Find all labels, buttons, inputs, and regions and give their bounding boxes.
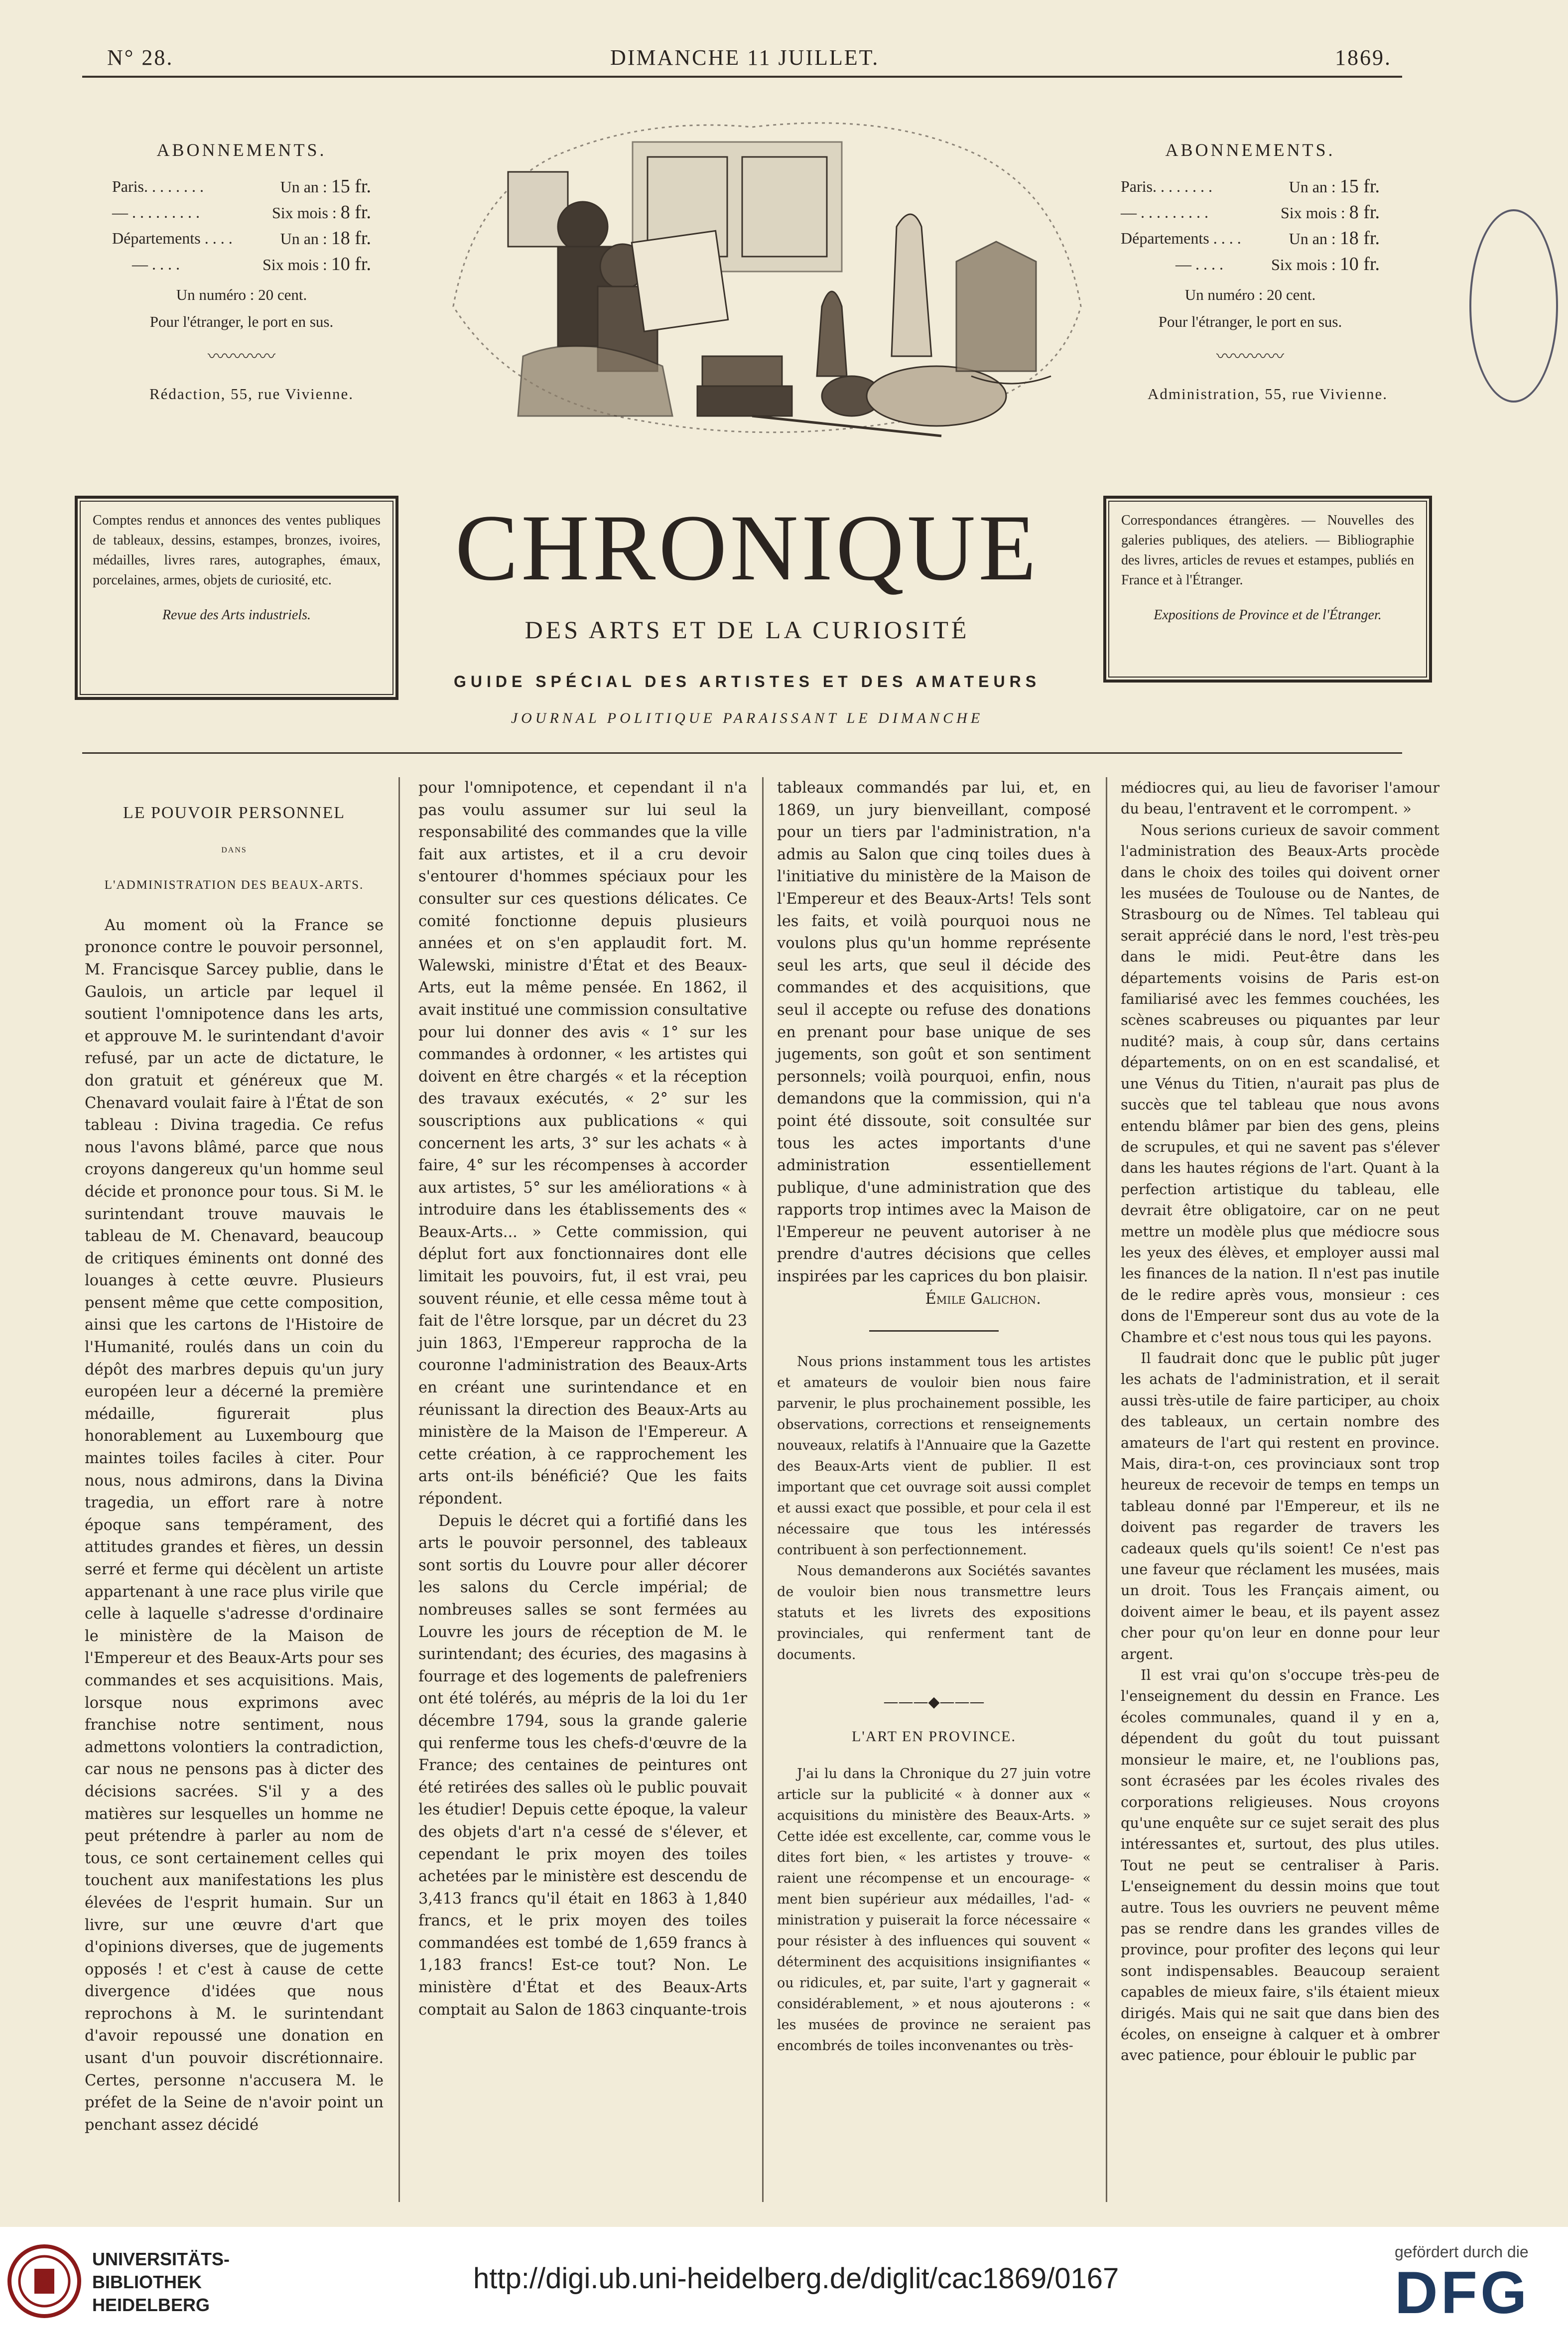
left-content-box: [75, 496, 398, 700]
left-subscriptions: [112, 139, 391, 403]
university-seal-icon: [7, 2244, 82, 2319]
separator-rule: [869, 1330, 999, 1332]
article-paragraph: pour l'omnipotence, et cependant il n'a pas voulu assumer sur lui seul la responsabilité des commandes que la ville fait aux artistes, et il a cru devoir s'entourer d'hommes spéciaux pour les consulter sur ces questions délicates. Ce comité fonctionne depuis plusieurs années et on s'en applaudit fort. M. Walewski, ministre d'État et des Beaux-Arts, eut la même pensée. En 1862, il avait institué une commission consultative pour lui donner des avis « 1° sur les commandes à ordonner, « les artistes qui doivent en être chargés « et la réception des travaux exécutés, « 2° sur les souscriptions aux publications « qui concernent les arts, 3° sur les achats « à faire, 4° sur les récompenses à accorder aux artistes, 5° sur les améliorations « à introduire dans les établissements des « Beaux-Arts... » Cette commission, qui déplut fort aux fonctionnaires dont elle limitait les pouvoirs, fut, il est vrai, peu souvent réunie, et elle cessa même tout à fait de l'être lorsque, par un décret du 23 juin 1863, l'Empereur rapprocha de la couronne l'administration des Beaux-Arts en créant une surintendance et en réunissant la direction des Beaux-Arts au ministère de la Maison de l'Empereur. A cette création, à ce rapprochement les arts ont-ils bénéficié? Que les faits répondent.: [418, 779, 747, 1508]
masthead-tagline: GUIDE SPÉCIAL DES ARTISTES ET DES AMATEURS: [453, 673, 1041, 690]
left-subscriptions-title: ABONNEMENTS.: [156, 140, 327, 160]
masthead-journal: JOURNAL POLITIQUE PARAISSANT LE DIMANCHE: [511, 710, 984, 726]
left-sub-row: Paris. . . . . . . . Un an : 15 fr.: [112, 176, 371, 197]
article-title-dans: DANS: [221, 845, 247, 854]
right-box-foot: Expositions de Province et de l'Étranger.: [1154, 607, 1382, 623]
right-sub-row: Départements . . . . Un an : 18 fr.: [1121, 228, 1380, 249]
left-ornament: 〰〰〰〰: [208, 348, 275, 366]
ornament-separator: ———◆———: [883, 1693, 985, 1711]
right-ornament: 〰〰〰〰: [1216, 348, 1284, 366]
left-office: Rédaction, 55, rue Vivienne.: [149, 385, 354, 403]
right-office: Administration, 55, rue Vivienne.: [1147, 385, 1388, 403]
article-paragraph: tableaux commandés par lui, et, en 1869, un jury bienveillant, composé pour un tiers par l'administration, n'a admis au Salon que cinq toiles dues à l'initiative du ministère de la Maison de l'Empereur et des Beaux-Arts! Tels sont les faits, et voilà pourquoi nous ne voulons plus qu'un homme représente seul les arts, que seul il décide des commandes et des acquisitions, que seul il accepte ou refuse des donations en prenant pour base unique de ses jugements, son goût et son sentiment personnels; voilà pourquoi, enfin, nous demandons que la commission, qui n'a point été dissoute, soit consultée sur tous les actes importants d'une administration essentiellement publique, d'une administration que des rapports trop intimes avec la Maison de l'Empereur ne peuvent autoriser à ne prendre d'autres décisions que celles inspirées par les caprices du bon plaisir.: [777, 779, 1091, 1286]
funder-logo: DFG: [1395, 2259, 1530, 2326]
right-sub-row: — . . . . Six mois : 10 fr.: [1176, 254, 1380, 275]
column-4: [1121, 777, 1439, 2066]
left-foreign-note: Pour l'étranger, le port en sus.: [149, 313, 334, 330]
column-rule: [1106, 777, 1107, 2202]
notice-paragraph: Nous demanderons aux Sociétés savantes de vouloir bien nous transmettre leurs statuts et les livrets des expositions provinciales, qui renferment tant de documents.: [777, 1563, 1091, 1663]
article-subtitle: L'ADMINISTRATION DES BEAUX-ARTS.: [104, 878, 364, 892]
right-content-box: [1103, 496, 1432, 683]
article-title: L'ART EN PROVINCE.: [852, 1728, 1016, 1745]
left-sub-row: — . . . . Six mois : 10 fr.: [132, 254, 371, 275]
right-sub-row: Paris. . . . . . . . Un an : 15 fr.: [1121, 176, 1380, 197]
right-box-text: Correspondances étrangères. — Nouvelles des galeries publiques, des ateliers. — Bibliographie des livres, articles de revues et estampes, publiés en France et à l'Étranger.: [1121, 513, 1414, 588]
column-3: [777, 777, 1091, 2057]
left-sub-row: — . . . . . . . . . Six mois : 8 fr.: [112, 202, 371, 223]
column-rule: [762, 777, 764, 2202]
right-subscriptions: [1121, 139, 1415, 403]
digitization-footer: [0, 2227, 1568, 2343]
funder-caption: gefördert durch die: [1395, 2243, 1529, 2261]
left-single-price: Un numéro : 20 cent.: [176, 286, 307, 303]
masthead-subtitle: DES ARTS ET DE LA CURIOSITÉ: [524, 616, 970, 644]
masthead-title: CHRONIQUE: [455, 496, 1040, 600]
article-signature: Émile Galichon.: [925, 1290, 1041, 1308]
left-sub-row: Départements . . . . Un an : 18 fr.: [112, 228, 371, 249]
article-title: LE POUVOIR PERSONNEL: [123, 804, 346, 822]
issue-number: N° 28.: [107, 45, 174, 70]
top-rule: [82, 76, 1402, 78]
right-sub-row: — . . . . . . . . . Six mois : 8 fr.: [1121, 202, 1380, 223]
article-paragraph: J'ai lu dans la Chronique du 27 juin votre article sur la publicité « à donner aux « acquisitions du ministère des Beaux-Arts. » Cette idée est excellente, car, comme vous le dites fort bien, « les artistes y trouve- « raient une récompense et un encourage- « ment bien supérieur aux médailles, l'ad- « ministration y puiserait la force nécessaire « pour résister à des influences qui souvent « déterminent des acquisitions insignifiantes « ou ridicules, et, par suite, l'art y gagnerait « considérablement, » et nous ajouterons : « les musées de province ne seraient pas encombrés de toiles inconvenantes ou très-: [777, 1766, 1091, 2054]
issue-date: DIMANCHE 11 JUILLET.: [610, 45, 880, 70]
article-paragraph: Il est vrai qu'on s'occupe très-peu de l'enseignement du dessin en France. Les écoles communales, quand il y en a, dépendent du goût du tout puissant monsieur le maire, et, ne l'oublions pas, sont écrasées par les écoles rivales des corporations religieuses. Nous croyons qu'une enquête sur ce sujet serait des plus intéressantes et, surtout, des plus utiles. Tout ne peut se centraliser à Paris. L'enseignement du dessin moins que tout autre. Tous les ouvriers ne peuvent même pas se rendre dans les grandes villes de province, pour profiter des leçons qui leur sont indispensables. Beaucoup seraient capables de mieux faire, s'ils étaient mieux dirigés. Mais qui ne sait que dans bien des écoles, on enseigne à calquer et à ombrer avec patience, pour éblouir le public par: [1121, 1666, 1439, 2064]
left-box-text: Comptes rendus et annonces des ventes publiques de tableaux, dessins, estampes, bronzes, ivoires, médailles, livres rares, autographes, émaux, porcelaines, armes, objets de curiosité, etc.: [93, 513, 381, 588]
right-foreign-note: Pour l'étranger, le port en sus.: [1158, 313, 1342, 330]
article-paragraph: Nous serions curieux de savoir comment l'administration des Beaux-Arts procède dans le choix des toiles qui doivent orner les musées de Toulouse ou de Nantes, de Strasbourg ou de Nîmes. Tel tableau qui serait apprécié dans le nord, l'est très-peu dans le midi. Peut-être dans les départements voisins de Paris est-on familiarisé avec les femmes couchées, les scènes scabreuses ou piquantes par leur nudité? mais, à coup sûr, dans certains départements, on on en est scandalisé, et une Vénus du Titien, n'aurait pas plus de succès que tel tableau que nous avons entendu blâmer par bien des gens, pleins de scrupules, et qui ne savent pas s'élever dans les hautes régions de l'art. Quant à la perfection artistique du tableau, elle devrait être obligatoire, car on ne peut mettre un modèle plus que médiocre sous les yeux des élèves, et employer aussi mal les finances de la nation. Il n'est pas inutile de le redire après vous, monsieur : ces dons de l'Empereur sont dus au vote de la Chambre et c'est nous tous qui les payons.: [1121, 821, 1439, 1346]
article-paragraph: Depuis le décret qui a fortifié dans les arts le pouvoir personnel, des tableaux sont sortis du Louvre pour aller décorer les salons du Cercle impérial; de nombreuses salles se sont fermées au Louvre les jours de réception de M. le surintendant; des écuries, des magasins à fourrage et des logements de palefreniers ont été tolérés, au mépris de la loi du 1er décembre 1794, sous la grande galerie qui renferme tous les chefs-d'œuvre de la France; des centaines de peintures ont été retirées des salles où le public pouvait les étudier! Depuis cette époque, la valeur des objets d'art n'a cessé de s'élever, et cependant le prix moyen des toiles achetées par le ministère est descendu de 3,413 francs qu'il était en 1863 à 1,840 francs, et le prix moyen des toiles commandées est tombé de 1,659 francs à 1,183 francs! Est-ce tout? Non. Le ministère d'État et des Beaux-Arts comptait au Salon de 1863 cinquante-trois: [418, 1512, 747, 2019]
masthead-rule: [82, 752, 1402, 754]
left-box-foot: Revue des Arts industriels.: [162, 607, 311, 623]
column-rule: [398, 777, 400, 2202]
article-paragraph: médiocres qui, au lieu de favoriser l'amour du beau, l'entravent et le corrompent. »: [1121, 779, 1439, 818]
column-1: [85, 777, 384, 2136]
library-name: UNIVERSITÄTS- BIBLIOTHEK HEIDELBERG: [92, 2249, 230, 2315]
source-url-link[interactable]: http://digi.ub.uni-heidelberg.de/diglit/cac1869/0167: [473, 2262, 1119, 2295]
notice-paragraph: Nous prions instamment tous les artistes et amateurs de vouloir bien nous faire parvenir, le plus prochainement possible, les observations, corrections et renseignements nouveaux, relatifs à l'Annuaire que la Gazette des Beaux-Arts vient de publier. Il est important que cet ouvrage soit aussi complet et aussi exact que possible, et pour cela il est nécessaire que tous les intéressés contribuent à son perfectionnement.: [777, 1354, 1091, 1558]
masthead-engraving: [433, 97, 1121, 476]
column-2: [418, 777, 747, 2021]
article-paragraph: Au moment où la France se prononce contre le pouvoir personnel, M. Francisque Sarcey publie, dans le Gaulois, un article par lequel il soutient l'omnipotence dans les arts, et approuve M. le surintendant d'avoir refusé, par un acte de dictature, le don gratuit et généreux que M. Chenavard voulait faire à l'État de son tableau : Divina tragedia. Ce refus nous l'avons blâmé, parce que nous croyons dangereux qu'un homme seul décide et prononce pour tous. Si M. le surintendant trouve mauvais le tableau de M. Chenavard, beaucoup de critiques éminents ont donné des louanges à cette œuvre. Plusieurs pensent même que cette composition, ainsi que les cartons de l'Histoire de l'Humanité, roulés dans un coin du dépôt des marbres depuis qu'un jury européen leur a décerné la première médaille, figurerait plus honorablement au Luxembourg que maintes toiles faciles à citer. Pour nous, nous admirons, dans la Divina tragedia, un effort rare à notre époque sans tempérament, des attitudes grandes et fières, un dessin serré et ferme qui décèlent un artiste appartenant à une race plus virile que celle à laquelle s'adresse d'ordinaire le ministère de la Maison de l'Empereur et des Beaux-Arts pour ses commandes et ses acquisitions. Mais, lorsque nous exprimons avec franchise notre sentiment, nous admettons volontiers la contradiction, car nous ne pensons pas à dicter des décisions sacrées. S'il y a des matières sur lesquelles un homme ne peut prétendre à parler au nom de tous, ce sont certainement celles qui touchent aux manifestations les plus élevées de l'esprit humain. Sur un livre, sur une œuvre d'art que d'opinions diverses, que de jugements opposés ! et c'est à cause de cette divergence d'idées que nous reprochons à M. le surintendant d'avoir repoussé une donation en usant d'un pouvoir discrétionnaire. Certes, personne n'accusera M. le préfet de la Seine de n'avoir point un penchant assez décidé: [85, 916, 384, 2134]
right-subscriptions-title: ABONNEMENTS.: [1165, 140, 1335, 160]
article-paragraph: Il faudrait donc que le public pût juger les achats de l'administration, et il serait aussi très-utile de faire participer, au choix des tableaux, un certain nombre des amateurs de l'art qui restent en province. Mais, dira-t-on, ces provinciaux sont trop heureux de recevoir de temps en temps un tableau donné par l'Empereur, et ils ne doivent pas regarder de travers les cadeaux quels qu'ils soient! Ce n'est pas une faveur que réclament les musées, mais un droit. Tous les Français aiment, ou doivent aimer le beau, et ils payent assez cher pour qu'on leur en donne pour leur argent.: [1121, 1349, 1439, 1662]
issue-year: 1869.: [1335, 45, 1392, 70]
library-stamp: [1469, 209, 1558, 403]
right-single-price: Un numéro : 20 cent.: [1184, 286, 1316, 303]
